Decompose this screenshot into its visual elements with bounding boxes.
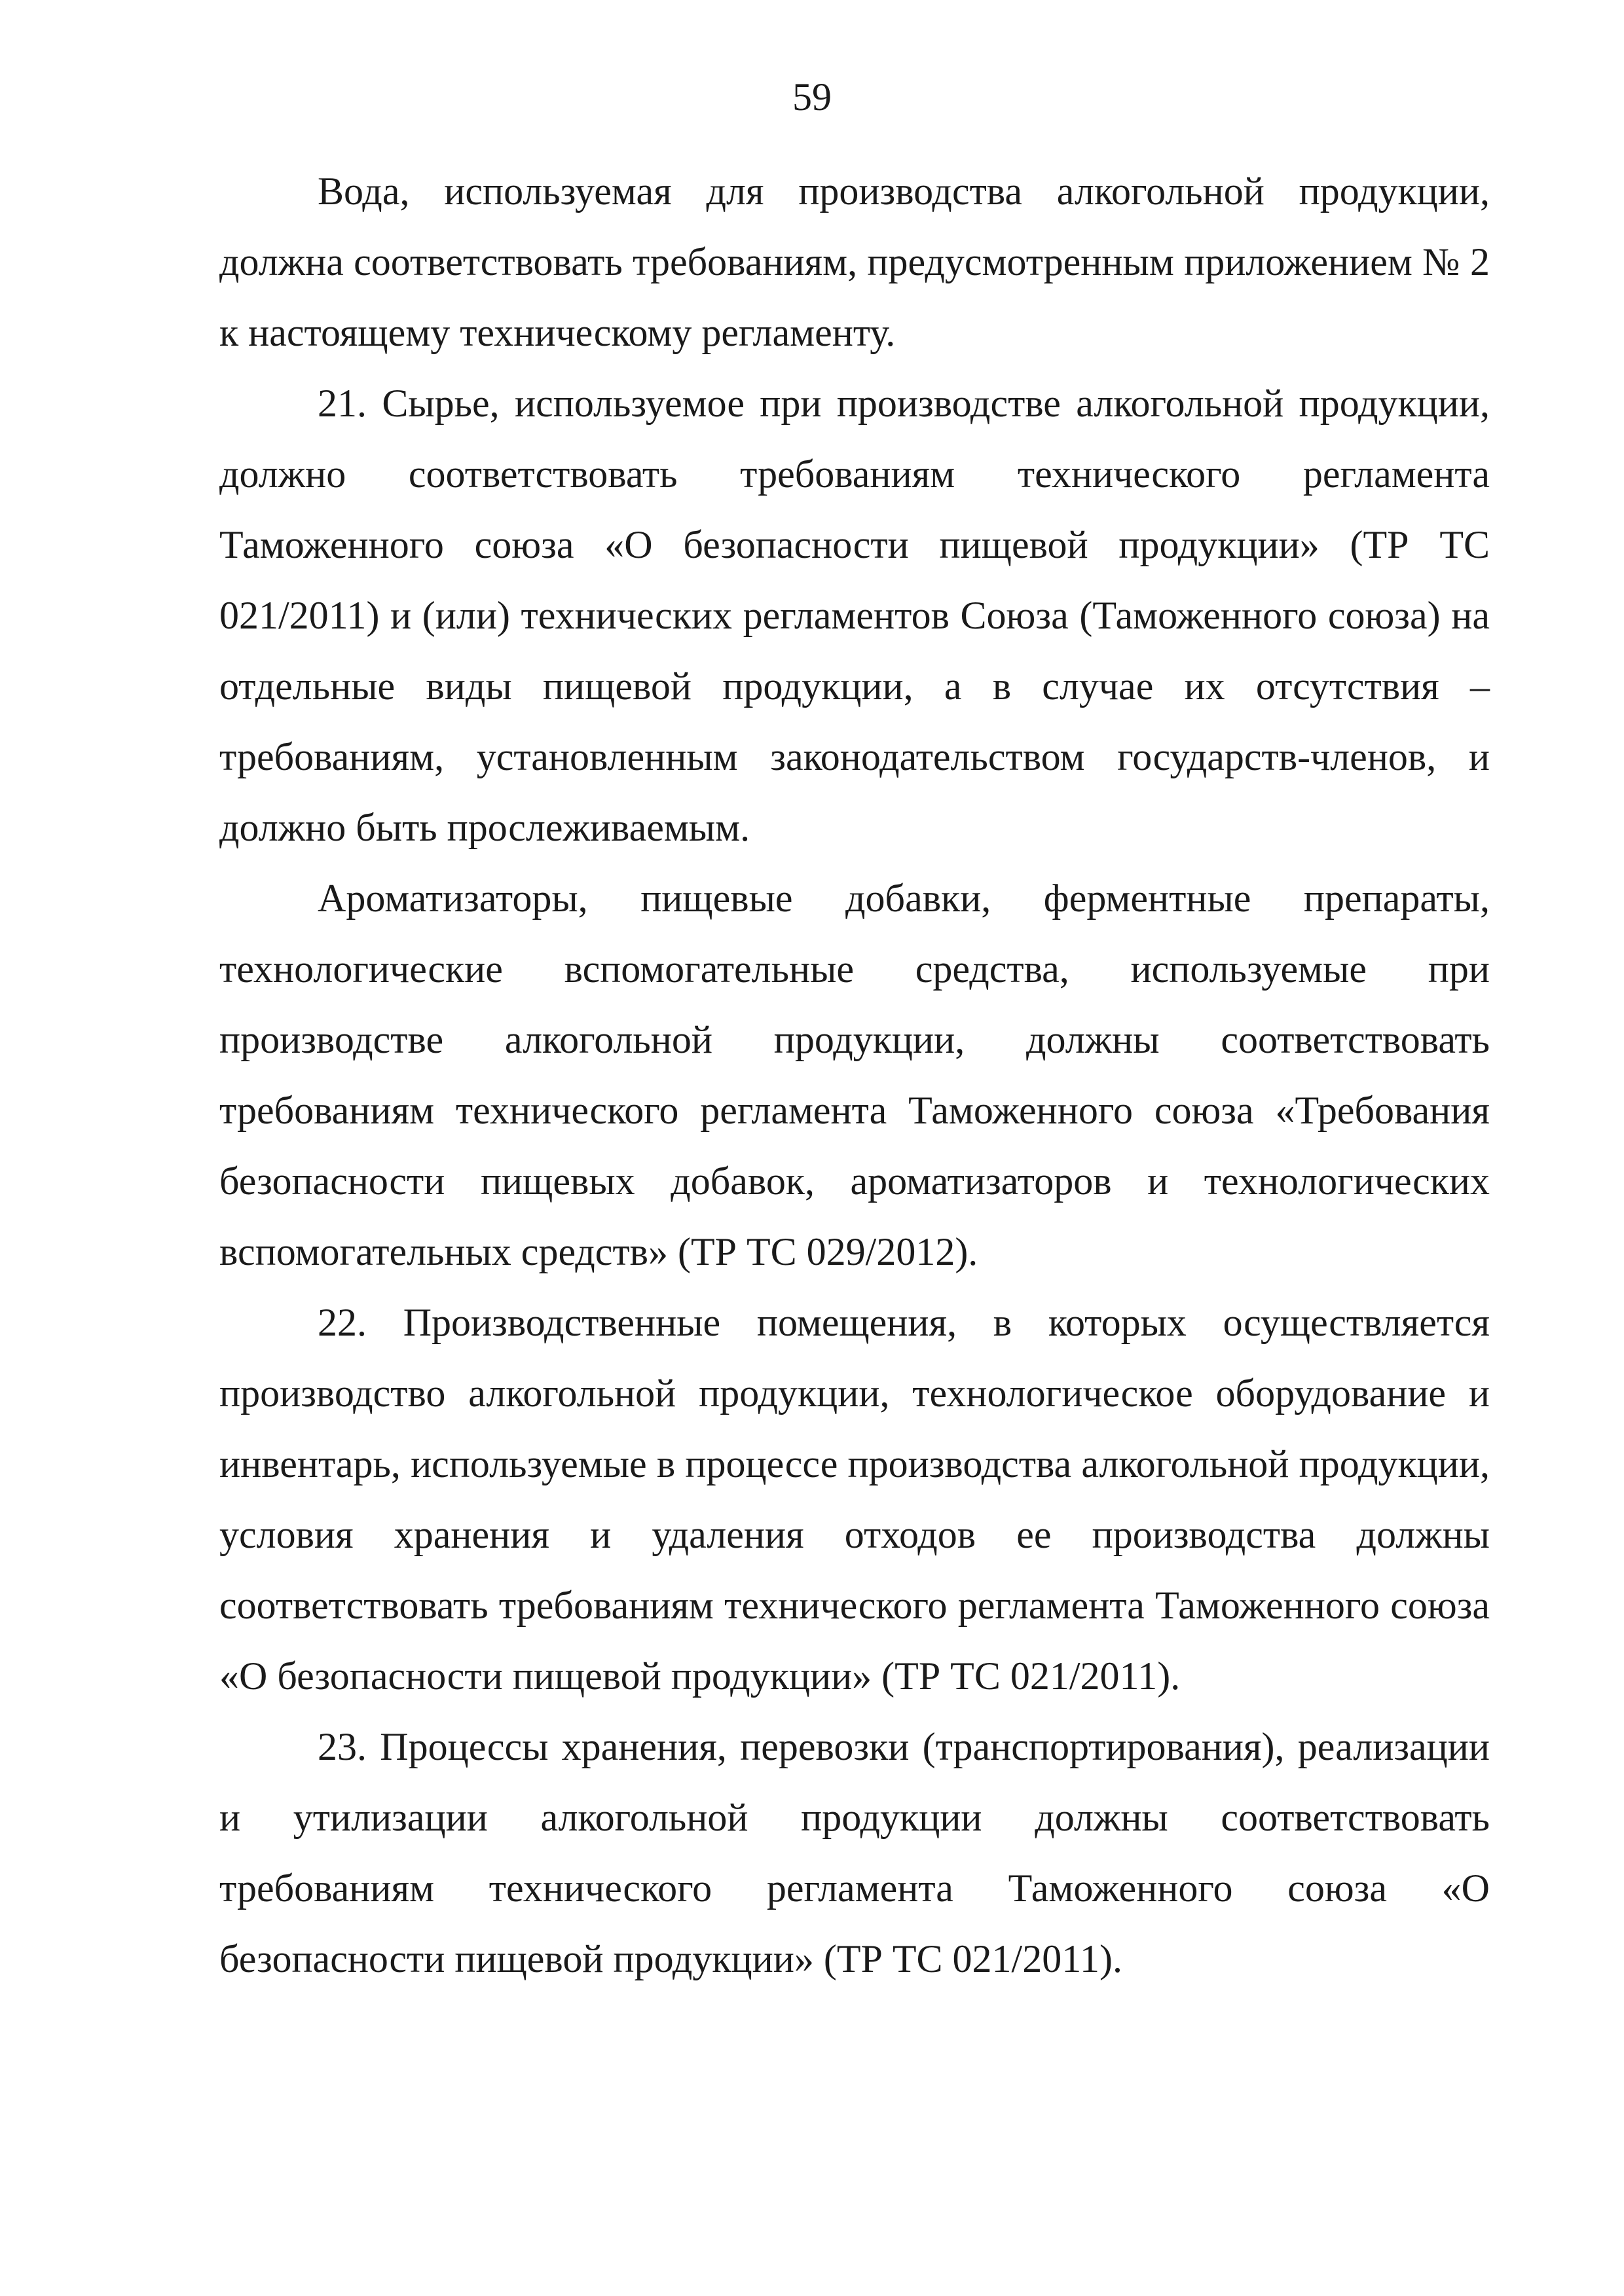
paragraph-21-raw-materials: 21. Сырье, используемое при производстве алкогольной продукции, должно соответствовать требованиям технического регламента Таможенного союза «О безопасности пищевой продукции» (ТР ТС 021/2011) и (или) технических регламентов Союза (Таможенного союза) на отдельные виды пищевой продукции, а в случае их отсутствия – требованиям, установленным законодательством государств-членов, и должно быть прослеживаемым. [219,382,1490,849]
document-body [219,156,1490,1994]
paragraph-flavorings-additives: Ароматизаторы, пищевые добавки, ферментные препараты, технологические вспомогательные средства, используемые при производстве алкогольной продукции, должны соответствовать требованиям технического регламента Таможенного союза «Требования безопасности пищевых добавок, ароматизаторов и технологических вспомогательных средств» (ТР ТС 029/2012). [219,877,1490,1273]
paragraph-water-requirements: Вода, используемая для производства алкогольной продукции, должна соответствовать требованиям, предусмотренным приложением № 2 к настоящему техническому регламенту. [219,170,1490,354]
page-number: 59 [792,75,832,118]
paragraph-22-production-premises: 22. Производственные помещения, в которых осуществляется производство алкогольной продукции, технологическое оборудование и инвентарь, используемые в процессе производства алкогольной продукции, условия хранения и удаления отходов ее производства должны соответствовать требованиям технического регламента Таможенного союза «О безопасности пищевой продукции» (ТР ТС 021/2011). [219,1301,1490,1698]
paragraph-23-storage-transport: 23. Процессы хранения, перевозки (транспортирования), реализации и утилизации алкогольной продукции должны соответствовать требованиям технического регламента Таможенного союза «О безопасности пищевой продукции» (ТР ТС 021/2011). [219,1725,1490,1980]
